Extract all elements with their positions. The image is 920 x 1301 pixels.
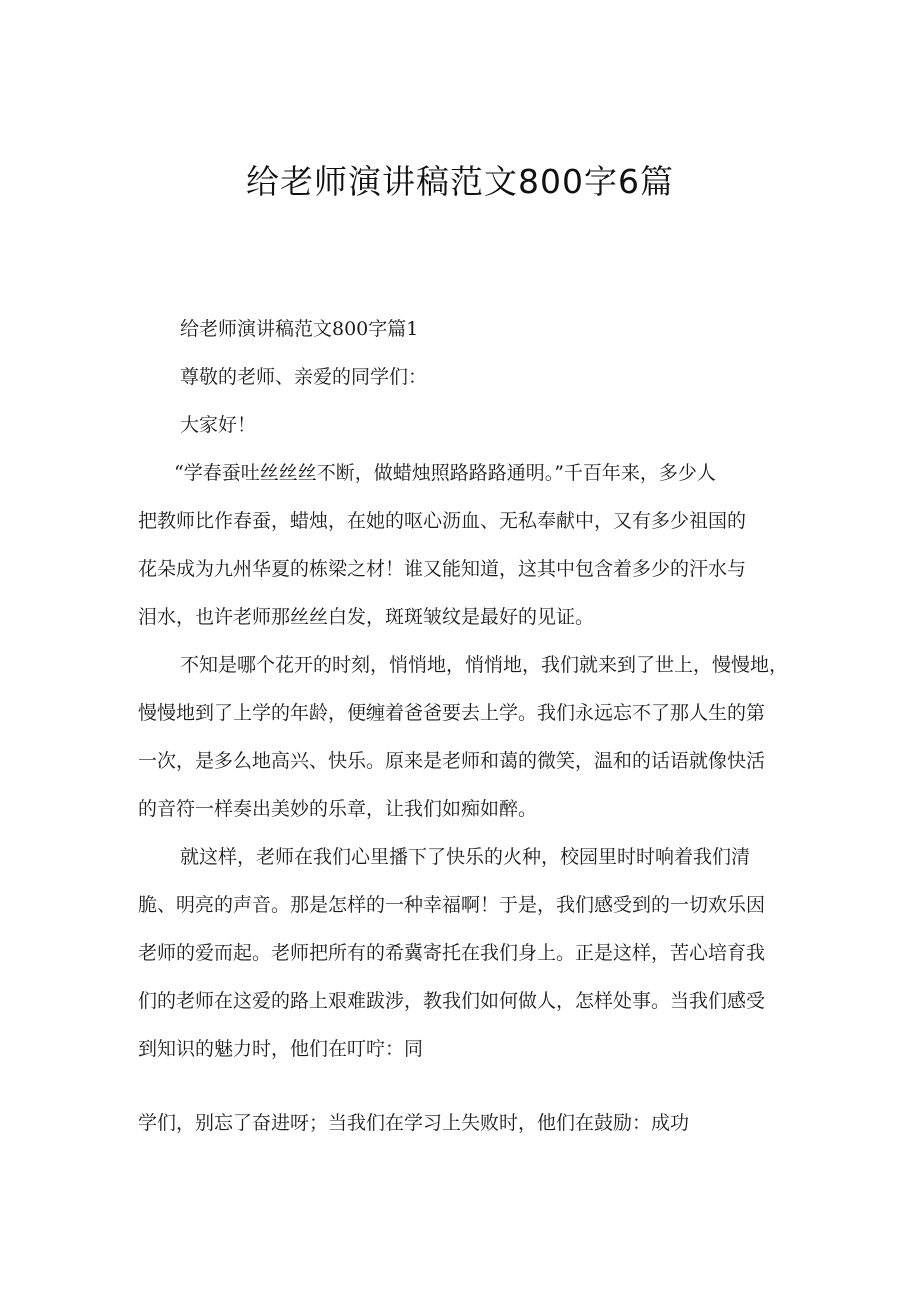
paragraph-3-line-2: 脆、明亮的声音。那是怎样的一种幸福啊！于是，我们感受到的一切欢乐因	[138, 894, 766, 916]
paragraph-3-line-1: 就这样，老师在我们心里播下了快乐的火种，校园里时时响着我们清	[180, 846, 751, 868]
greeting: 大家好！	[180, 414, 257, 436]
paragraph-2-line-1: 不知是哪个花开的时刻，悄悄地，悄悄地，我们就来到了世上，慢慢地，	[180, 654, 789, 676]
paragraph-1-line-1: “学春蚕吐丝丝丝不断，做蜡烛照路路路通明。”千百年来，多少人	[174, 462, 716, 484]
paragraph-3-line-5: 到知识的魅力时，他们在叮咛：同	[138, 1038, 424, 1060]
paragraph-2-line-4: 的音符一样奏出美妙的乐章，让我们如痴如醉。	[138, 798, 538, 820]
paragraph-3-line-4: 们的老师在这爱的路上艰难跋涉，教我们如何做人，怎样处事。当我们感受	[138, 990, 766, 1012]
paragraph-3-line-3: 老师的爱而起。老师把所有的希冀寄托在我们身上。正是这样，苦心培育我	[138, 942, 766, 964]
paragraph-2-line-3: 一次，是多么地高兴、快乐。原来是老师和蔼的微笑，温和的话语就像快活	[138, 750, 766, 772]
paragraph-1-line-4: 泪水，也许老师那丝丝白发，斑斑皱纹是最好的见证。	[138, 606, 595, 628]
section-heading: 给老师演讲稿范文800字篇1	[180, 318, 419, 340]
document-title: 给老师演讲稿范文800字6篇	[246, 162, 674, 201]
paragraph-1-line-3: 花朵成为九州华夏的栋梁之材！谁又能知道，这其中包含着多少的汗水与	[138, 558, 747, 580]
continuation-line: 学们，别忘了奋进呀；当我们在学习上失败时，他们在鼓励：成功	[138, 1112, 690, 1134]
paragraph-1-line-2: 把教师比作春蚕，蜡烛，在她的呕心沥血、无私奉献中，又有多少祖国的	[138, 510, 747, 532]
paragraph-2-line-2: 慢慢地到了上学的年龄，便缠着爸爸要去上学。我们永远忘不了那人生的第	[138, 702, 766, 724]
salutation: 尊敬的老师、亲爱的同学们：	[180, 366, 428, 388]
